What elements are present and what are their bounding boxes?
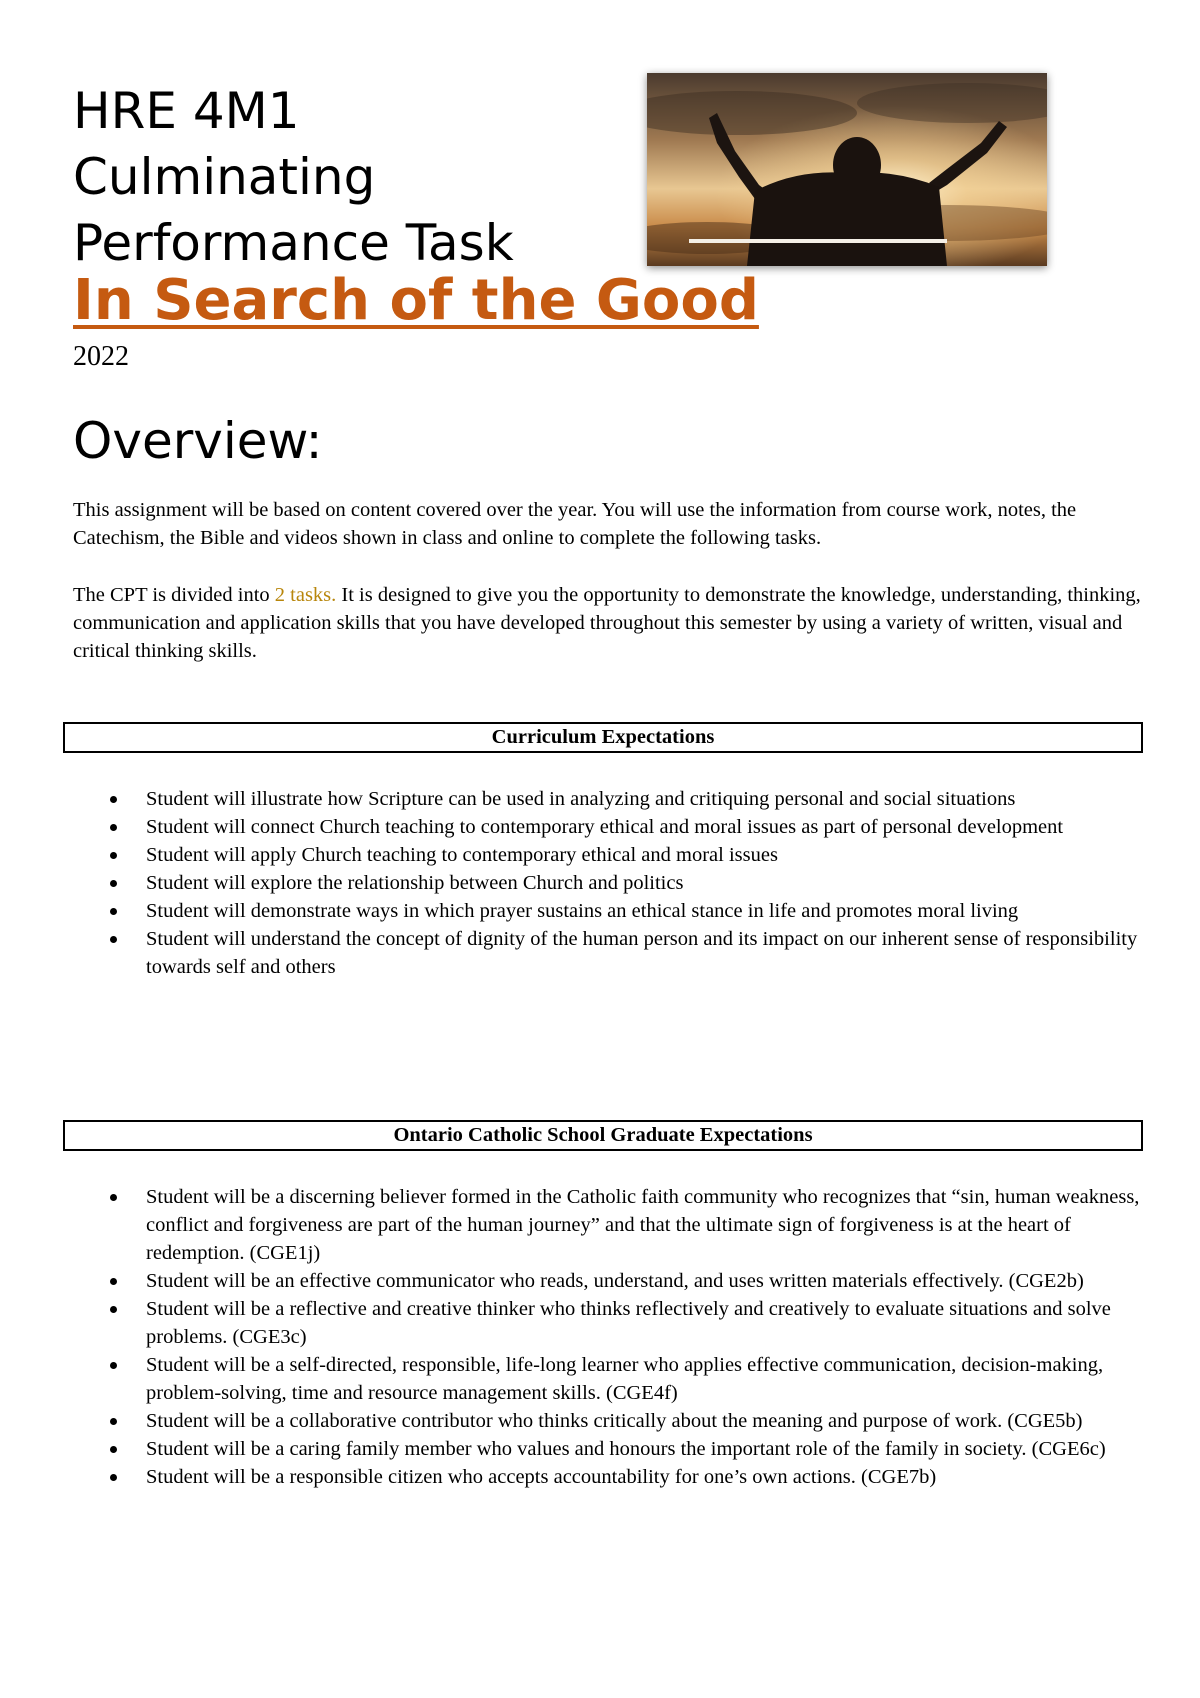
paragraph-text: The CPT is divided into <box>73 584 275 606</box>
curriculum-expectations-heading: Curriculum Expectations <box>63 722 1143 753</box>
tasks-count-highlight: 2 tasks. <box>274 584 337 606</box>
graduate-expectations-list <box>108 1183 1158 1491</box>
list-item: Student will apply Church teaching to contemporary ethical and moral issues <box>108 841 1158 869</box>
list-item: Student will explore the relationship between Church and politics <box>108 869 1158 897</box>
list-item: Student will be an effective communicator who reads, understand, and uses written materials effectively. (CGE2b) <box>108 1267 1158 1295</box>
graduate-expectations-heading: Ontario Catholic School Graduate Expectations <box>63 1120 1143 1151</box>
list-item: Student will illustrate how Scripture can be used in analyzing and critiquing personal and social situations <box>108 785 1158 813</box>
list-item: Student will demonstrate ways in which prayer sustains an ethical stance in life and promotes moral living <box>108 897 1158 925</box>
title-line-course: HRE 4M1 <box>73 82 300 140</box>
paragraph-text: It is designed to give you the opportunity to demonstrate the knowledge, understanding, thinking, communication and application skills that you have developed throughout this semester by using a variety of written, visual and critical thinking skills. <box>73 584 1141 662</box>
list-item: Student will be a caring family member who values and honours the important role of the family in society. (CGE6c) <box>108 1435 1158 1463</box>
title-line-performance-task: Performance Task <box>73 214 514 272</box>
list-item: Student will be a discerning believer formed in the Catholic faith community who recognizes that “sin, human weakness, conflict and forgiveness are part of the human journey” and that the ultimate sign of forgiveness is at the heart of redemption. (CGE1j) <box>108 1183 1158 1267</box>
overview-paragraph-1: This assignment will be based on content covered over the year. You will use the information from course work, notes, the Catechism, the Bible and videos shown in class and online to complete the following tasks. <box>73 499 1077 549</box>
list-item: Student will be a self-directed, responsible, life-long learner who applies effective communication, decision-making, problem-solving, time and resource management skills. (CGE4f) <box>108 1351 1158 1407</box>
overview-heading: Overview: <box>73 412 323 470</box>
curriculum-expectations-list <box>108 785 1158 981</box>
title-line-culminating: Culminating <box>73 148 376 206</box>
list-item: Student will be a reflective and creative thinker who thinks reflectively and creatively to evaluate situations and solve problems. (CGE3c) <box>108 1295 1158 1351</box>
list-item: Student will be a collaborative contributor who thinks critically about the meaning and purpose of work. (CGE5b) <box>108 1407 1158 1435</box>
list-item: Student will understand the concept of dignity of the human person and its impact on our inherent sense of responsibility towards self and others <box>108 925 1158 981</box>
document-subtitle: In Search of the Good <box>73 268 759 333</box>
overview-paragraph-2 <box>73 581 1153 665</box>
document-year: 2022 <box>73 341 129 372</box>
document-title <box>73 78 514 276</box>
list-item: Student will connect Church teaching to contemporary ethical and moral issues as part of personal development <box>108 813 1158 841</box>
raised-arms-sunset-image <box>647 73 1047 266</box>
list-item: Student will be a responsible citizen who accepts accountability for one’s own actions. (CGE7b) <box>108 1463 1158 1491</box>
